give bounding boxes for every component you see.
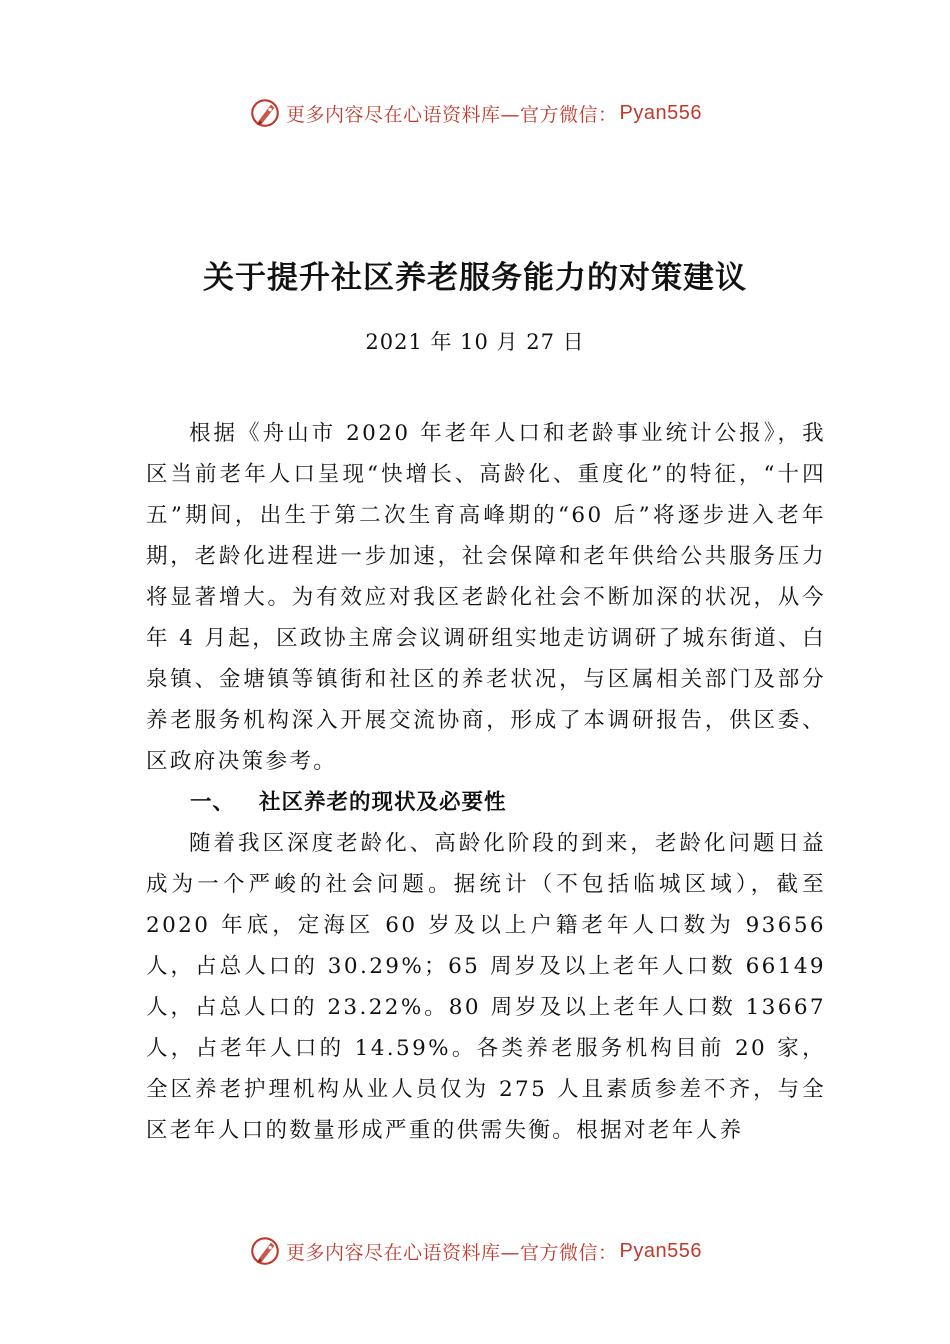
watermark-text: 更多内容尽在心语资料库—官方微信：: [286, 1241, 618, 1264]
document-date: 2021 年 10 月 27 日: [365, 330, 585, 354]
watermark-text: 更多内容尽在心语资料库—官方微信：: [286, 103, 618, 126]
footer-watermark: [0, 1234, 950, 1268]
document-body: [146, 413, 826, 1151]
header-watermark: [0, 96, 950, 130]
watermark-wechat-id: Pyan556: [619, 101, 702, 124]
section-heading-text: 社区养老的现状及必要性: [259, 790, 507, 815]
section-heading: [146, 782, 826, 823]
pen-nib-logo-icon: [248, 1234, 282, 1268]
pen-nib-logo-icon: [248, 96, 282, 130]
section-number: 一、: [190, 790, 236, 815]
paragraph-intro: 根据《舟山市 2020 年老年人口和老龄事业统计公报》，我区当前老年人口呈现“快增长、高龄化、重度化”的特征，“十四五”期间，出生于第二次生育高峰期的“60 后”将逐步进入老年期，老龄化进程进一步加速，社会保障和老年供给公共服务压力将显著增大。为有效应对我区老龄化社会不断加深的状况，从今年 4 月起，区政协主席会议调研组实地走访调研了城东街道、白泉镇、金塘镇等镇街和社区的养老状况，与区属相关部门及部分养老服务机构深入开展交流协商，形成了本调研报告，供区委、区政府决策参考。: [146, 421, 826, 774]
paragraph-statistics: 随着我区深度老龄化、高龄化阶段的到来，老龄化问题日益成为一个严峻的社会问题。据统计（不包括临城区域），截至 2020 年底，定海区 60 岁及以上户籍老年人口数为 93656 人，占总人口的 30.29%；65 周岁及以上老年人口数 66149 人，占总人口的 23.22%。80 周岁及以上老年人口数 13667 人，占老年人口的 14.59%。各类养老服务机构目前 20 家， 全区养老护理机构从业人员仅为 275 人且素质参差不齐，与全区老年人口的数量形成严重的供需失衡。根据对老年人养: [146, 831, 826, 1143]
document-title: 关于提升社区养老服务能力的对策建议: [203, 260, 747, 296]
watermark-wechat-id: Pyan556: [619, 1239, 702, 1262]
